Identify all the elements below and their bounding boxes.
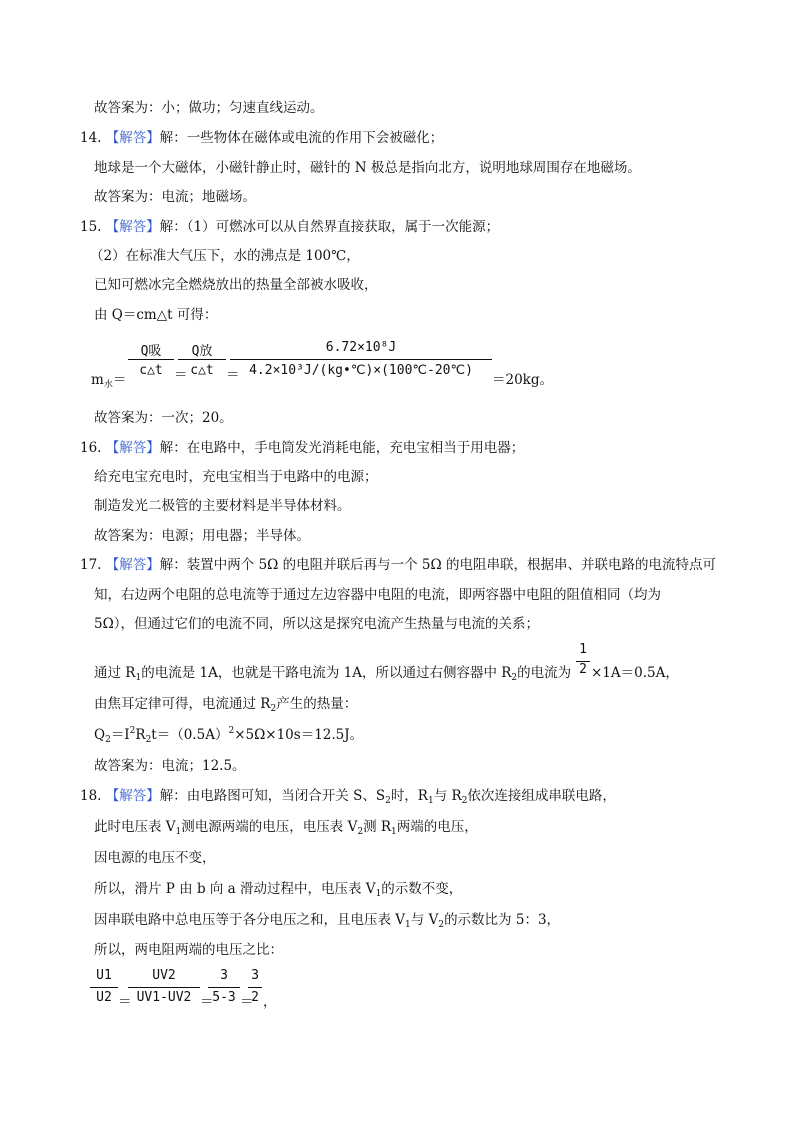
text-line: 所以，两电阻两端的电压之比： xyxy=(94,942,283,958)
text-line: 由 Q＝cm△t 可得： xyxy=(94,307,218,323)
text-line: 由焦耳定律可得，电流通过 $R_2$产生的热量： xyxy=(94,696,358,714)
text-line: 因串联电路中总电压等于各分电压之和，且电压表 $V_1$与 $V_2$的示数比为 5：3， xyxy=(94,912,561,930)
formula-lhs: $m_水=$ xyxy=(91,372,127,390)
fraction-result: 3 2 xyxy=(248,968,262,1014)
answer-line-13: 故答案为：小；做功；匀速直线运动。 xyxy=(94,100,324,116)
equals-sign: ＝ xyxy=(118,994,132,1010)
question-16-header: 16. 【解答】解：在电路中，手电筒发光消耗电能，充电宝相当于用电器； xyxy=(80,440,525,456)
answer-tag: 【解答】 xyxy=(105,440,160,456)
answer-line-15: 故答案为：一次；20。 xyxy=(94,410,233,426)
text-line: 知，右边两个电阻的总电流等于通过左边容器中电阻的电流，即两容器中电阻的阻值相同（均为 xyxy=(94,587,661,603)
text-line: 已知可燃冰完全燃烧放出的热量全部被水吸收， xyxy=(94,277,378,293)
question-18-header: 18. 【解答】解：由电路图可知，当闭合开关 S、$S_2$时，$R_1$与 $R_2$依次连接组成串联电路， xyxy=(80,788,616,806)
comma: ， xyxy=(263,994,277,1010)
question-number: 17. xyxy=(80,557,102,573)
text-line: 所以，滑片 P 由 b 向 a 滑动过程中，电压表 $V_1$的示数不变， xyxy=(94,881,463,899)
answer-line-14: 故答案为：电流；地磁场。 xyxy=(94,189,256,205)
text-line-current: 通过 $R_1$的电流是 1A，也就是干路电流为 1A，所以通过右侧容器中 $R_2$的电流为 xyxy=(94,665,572,683)
equals-sign: ＝ xyxy=(174,367,188,383)
answer-line-17: 故答案为：电流；12.5。 xyxy=(94,758,246,774)
answer-tag: 【解答】 xyxy=(105,219,160,235)
answer-tag: 【解答】 xyxy=(105,557,160,573)
fraction-voltmeters: UV2 UV1-UV2 xyxy=(128,968,200,1014)
question-number: 16. xyxy=(80,440,102,456)
text-line: 给充电宝充电时，充电宝相当于电路中的电源； xyxy=(94,469,378,485)
question-number: 14. xyxy=(80,130,102,146)
equals-sign: ＝ xyxy=(226,367,240,383)
text-line: 此时电压表 $V_1$测电源两端的电压，电压表 $V_2$测 $R_1$两端的电压， xyxy=(94,819,478,837)
equals-sign: ＝ xyxy=(240,994,254,1010)
text-line: 制造发光二极管的主要材料是半导体材料。 xyxy=(94,498,351,514)
text-line: 5Ω），但通过它们的电流不同，所以这是探究电流产生热量与电流的关系； xyxy=(94,616,540,632)
fraction-u1-u2: U1 U2 xyxy=(90,968,118,1014)
formula-heat: $Q_2=I^2R_2t=(0.5A)^2\times 5\Omega\times 10s=12.5J$。 xyxy=(94,726,364,745)
question-14-header: 14. 【解答】解：一些物体在磁体或电流的作用下会被磁化； xyxy=(80,130,444,146)
fraction-numeric: 3 5-3 xyxy=(208,968,240,1014)
question-17-header: 17. 【解答】解：装置中两个 5Ω 的电阻并联后再与一个 5Ω 的电阻串联，根据串、并联电路的电流特点可 xyxy=(80,557,717,573)
text-line: 因电源的电压不变， xyxy=(94,850,216,866)
text-line-current-end: ×1A＝0.5A， xyxy=(591,665,679,681)
fraction-numeric: 6.72×10⁸J 4.2×10³J/(kg•℃)×(100℃-20℃) xyxy=(230,340,492,386)
text-line: （2）在标准大气压下，水的沸点是 100℃， xyxy=(90,248,360,264)
text-line: 地球是一个大磁体，小磁针静止时，磁针的 N 极总是指向北方，说明地球周围存在地磁场。 xyxy=(94,160,641,176)
fraction-q-absorb: Q吸 c△t xyxy=(128,340,174,386)
equals-sign: ＝ xyxy=(200,994,214,1010)
question-15-header: 15. 【解答】解：（1）可燃冰可以从自然界直接获取，属于一次能源； xyxy=(80,219,500,235)
fraction-q-release: Q放 c△t xyxy=(178,340,226,386)
question-number: 15. xyxy=(80,219,102,235)
question-number: 18. xyxy=(80,788,102,804)
answer-tag: 【解答】 xyxy=(105,788,160,804)
answer-tag: 【解答】 xyxy=(105,130,160,146)
answer-line-16: 故答案为：电源；用电器；半导体。 xyxy=(94,528,310,544)
fraction-half: 1 2 xyxy=(576,642,590,682)
formula-result: ＝20kg。 xyxy=(492,372,554,388)
